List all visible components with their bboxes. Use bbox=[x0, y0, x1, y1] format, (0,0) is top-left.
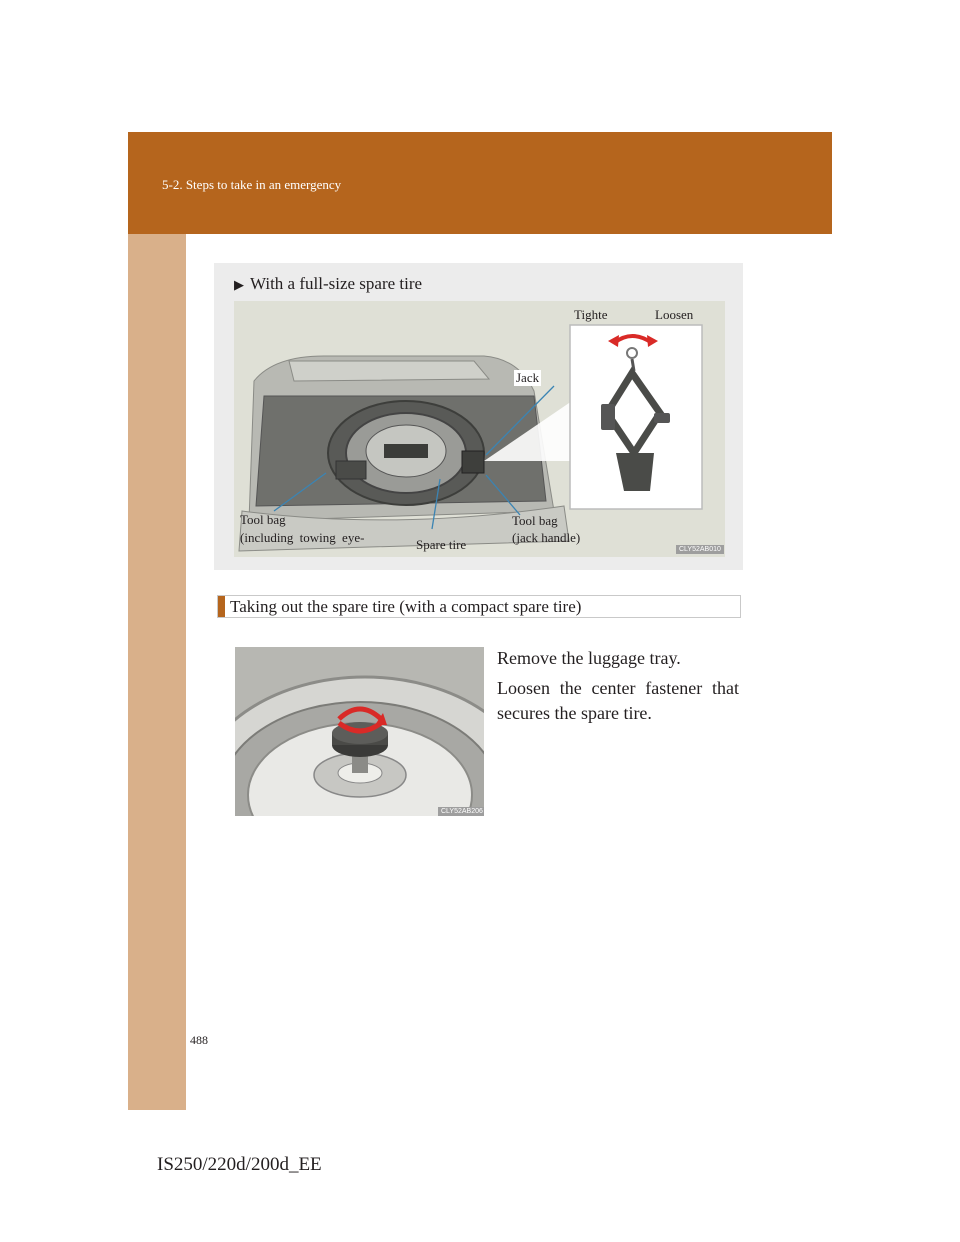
figure-title bbox=[234, 274, 422, 294]
chapter-header bbox=[128, 132, 832, 234]
triangle-bullet-icon: ▶ bbox=[234, 277, 244, 292]
label-tool-bag-left-2: (including towing eye- bbox=[240, 530, 365, 545]
label-spare-tire: Spare tire bbox=[416, 537, 467, 552]
label-jack: Jack bbox=[516, 370, 540, 385]
spare-tire-drawing bbox=[235, 647, 484, 816]
label-loosen: Loosen bbox=[655, 307, 694, 322]
label-tool-bag-right-2: (jack handle) bbox=[512, 530, 581, 545]
spare-tire-illustration bbox=[235, 647, 484, 816]
trunk-drawing bbox=[234, 301, 725, 557]
label-tool-bag-left-1: Tool bag bbox=[240, 512, 286, 527]
section-heading bbox=[217, 595, 741, 618]
label-tighten: Tighte bbox=[574, 307, 608, 322]
step-1-text: Remove the luggage tray. bbox=[497, 648, 681, 668]
figure-title-text: With a full-size spare tire bbox=[250, 274, 423, 293]
step-2-text: Loosen the center fastener that secures the spare tire. bbox=[497, 678, 739, 723]
label-tool-bag-right-1: Tool bag bbox=[512, 513, 558, 528]
figure2-code: CLY52AB206 bbox=[438, 807, 484, 816]
model-footer: IS250/220d/200d_EE bbox=[157, 1154, 322, 1175]
side-tab bbox=[128, 234, 186, 1110]
figure-code: CLY52AB010 bbox=[676, 545, 724, 554]
section-heading-text: Taking out the spare tire (with a compact spare tire) bbox=[230, 597, 582, 616]
section-title: 5-2. Steps to take in an emergency bbox=[162, 177, 342, 192]
trunk-illustration bbox=[234, 301, 725, 557]
heading-accent-bar bbox=[218, 596, 225, 617]
figure-full-size-spare bbox=[214, 263, 743, 570]
page-number: 488 bbox=[190, 1033, 208, 1047]
